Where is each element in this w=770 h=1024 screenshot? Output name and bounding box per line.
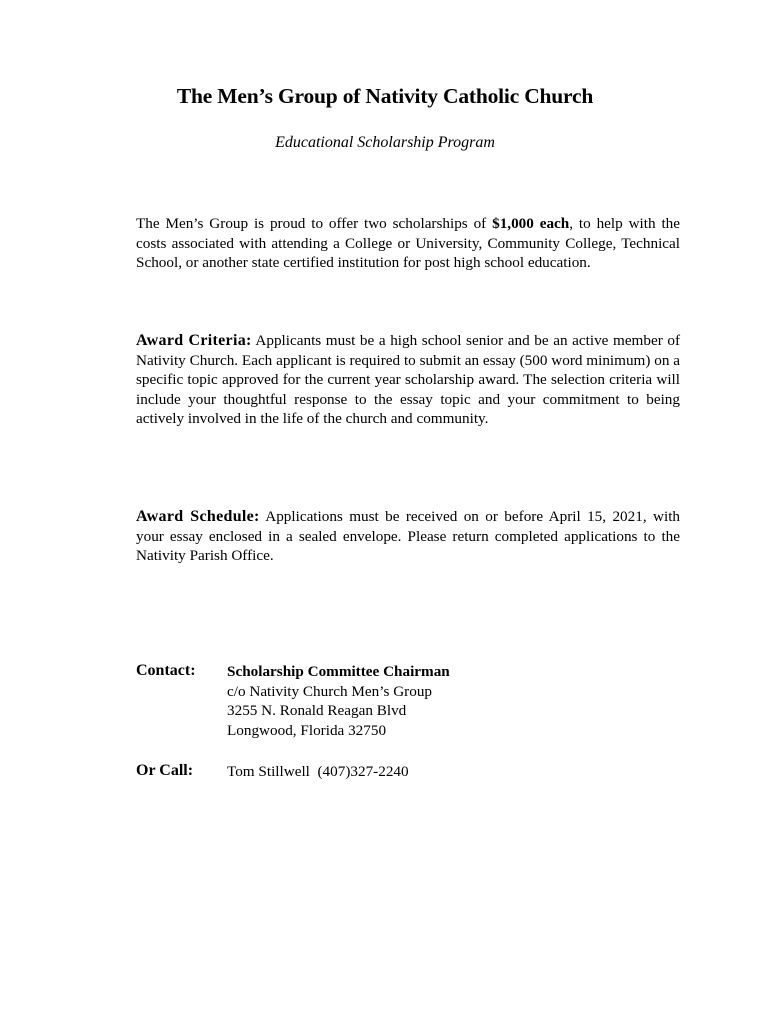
award-schedule-label: Award Schedule: (136, 508, 260, 525)
award-criteria-label: Award Criteria: (136, 332, 252, 349)
call-phone: Tom Stillwell (407)327-2240 (227, 763, 409, 780)
award-schedule-text: Applications must be received on or before April 15, 2021, with your essay enclosed in a sealed envelope. Please return completed applications to the Nativity Parish Office. (136, 508, 681, 564)
page-subtitle: Educational Scholarship Program (275, 134, 495, 151)
award-criteria-text: Applicants must be a high school senior and be an active member of Nativity Church. Each applicant is required to submit an essay (500 word minimum) on a specific topic approved for the current year scholarship award. The selection criteria will include your thoughtful response to the essay topic and your commitment to being actively involved in the life of the church and community. (136, 332, 681, 427)
intro-paragraph (136, 214, 680, 273)
intro-text-after: , to help with the costs associated with attending a College or University, Community College, Technical School, or another state certified institution for post high school education. (136, 215, 680, 271)
intro-text-before: The Men’s Group is proud to offer two scholarships of (136, 215, 493, 232)
contact-name: Scholarship Committee Chairman (227, 663, 450, 680)
award-schedule-paragraph (136, 507, 680, 566)
contact-line-1: c/o Nativity Church Men’s Group (227, 682, 433, 700)
page-title: The Men’s Group of Nativity Catholic Church (176, 84, 594, 108)
contact-label: Contact: (136, 662, 196, 679)
scholarship-amount: $1,000 each (492, 215, 570, 232)
call-label: Or Call: (136, 762, 194, 779)
award-criteria-paragraph (136, 331, 680, 429)
contact-line-3: Longwood, Florida 32750 (227, 721, 387, 739)
contact-address (227, 662, 450, 740)
contact-line-2: 3255 N. Ronald Reagan Blvd (227, 702, 407, 719)
